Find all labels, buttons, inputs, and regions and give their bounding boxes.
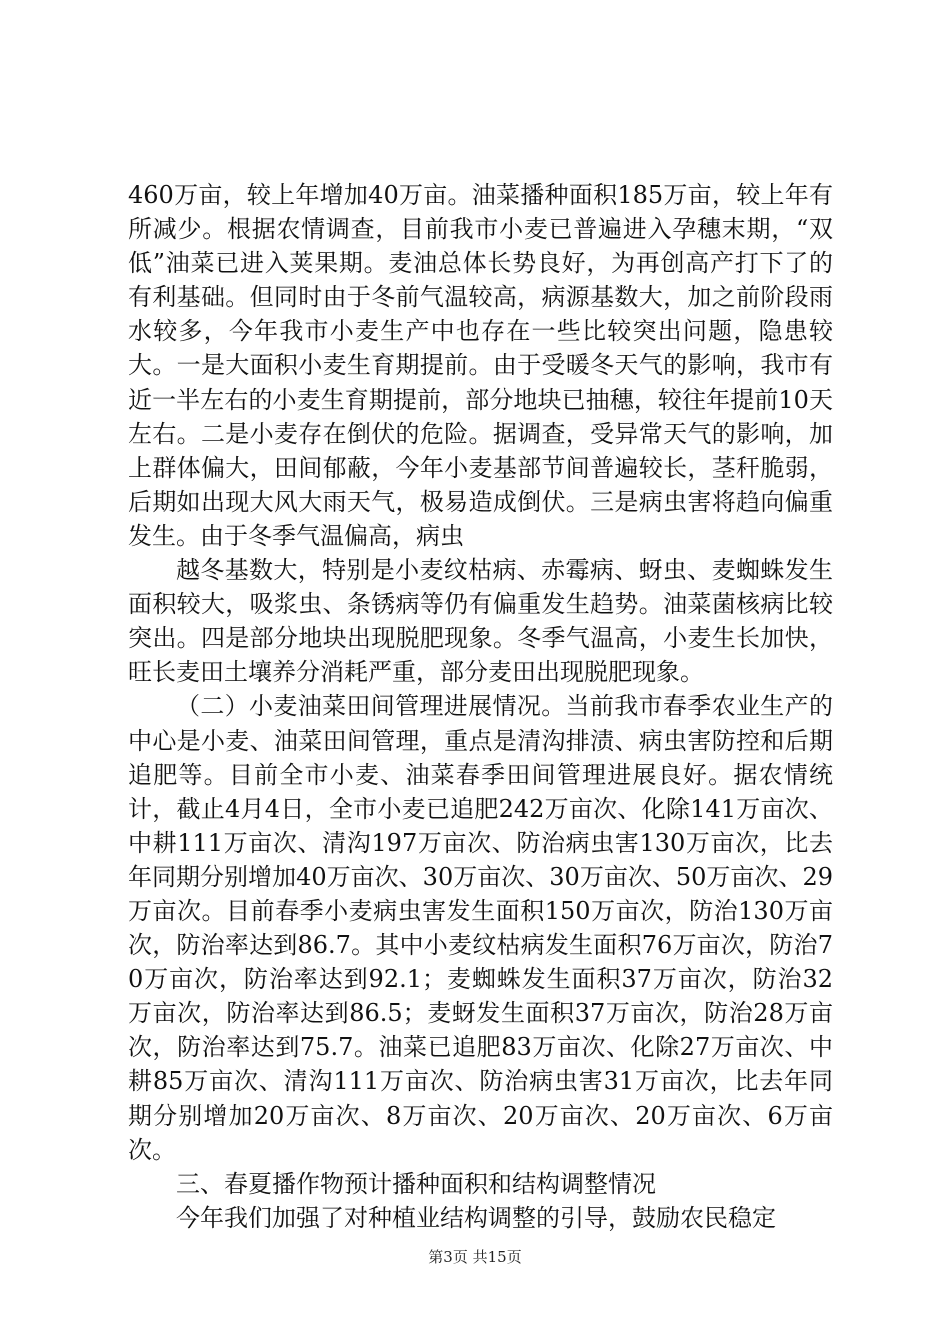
page-footer: 第3页 共15页 — [428, 1248, 522, 1266]
paragraph-4: 今年我们加强了对种植业结构调整的引导，鼓励农民稳定 — [176, 1203, 776, 1232]
paragraph-3: （二）小麦油菜田间管理进展情况。当前我市春季农业生产的中心是小麦、油菜田间管理，重点是清沟排渍、病虫害防控和后期追肥等。目前全市小麦、油菜春季田间管理进展良好。据农情统计，截止4月4日，全市小麦已追肥242万亩次、化除141万亩次、中耕111万亩次、清沟197万亩次、防治病虫害130万亩次，比去年同期分别增加40万亩次、30万亩次、30万亩次、50万亩次、29万亩次。目前春季小麦病虫害发生面积150万亩次，防治130万亩次，防治率达到86.7。其中小麦纹枯病发生面积76万亩次，防治70万亩次，防治率达到92.1；麦蜘蛛发生面积37万亩次，防治32万亩次，防治率达到86.5；麦蚜发生面积37万亩次，防治28万亩次，防治率达到75.7。油菜已追肥83万亩次、化除27万亩次、中耕85万亩次、清沟111万亩次、防治病虫害31万亩次，比去年同期分别增加20万亩次、8万亩次、20万亩次、20万亩次、6万亩次。 — [128, 692, 833, 1164]
paragraph-2: 越冬基数大，特别是小麦纹枯病、赤霉病、蚜虫、麦蜘蛛发生面积较大，吸浆虫、条锈病等仍有偏重发生趋势。油菜菌核病比较突出。四是部分地块出现脱肥现象。冬季气温高，小麦生长加快，旺长麦田土壤养分消耗严重，部分麦田出现脱肥现象。 — [128, 556, 833, 687]
paragraph-1: 460万亩，较上年增加40万亩。油菜播种面积185万亩，较上年有所减少。根据农情调查，目前我市小麦已普遍进入孕穗末期，“双低”油菜已进入荚果期。麦油总体长势良好，为再创高产打下了的有利基础。但同时由于冬前气温较高，病源基数大，加之前阶段雨水较多，今年我市小麦生产中也存在一些比较突出问题，隐患较大。一是大面积小麦生育期提前。由于受暖冬天气的影响，我市有近一半左右的小麦生育期提前，部分地块已抽穗，较往年提前10天左右。二是小麦存在倒伏的危险。据调查，受异常天气的影响，加上群体偏大，田间郁蔽，今年小麦基部节间普遍较长，茎秆脆弱，后期如出现大风大雨天气，极易造成倒伏。三是病虫害将趋向偏重发生。由于冬季气温偏高，病虫 — [128, 181, 833, 550]
document-body — [128, 178, 833, 1235]
section-heading: 三、春夏播作物预计播种面积和结构调整情况 — [176, 1169, 656, 1198]
